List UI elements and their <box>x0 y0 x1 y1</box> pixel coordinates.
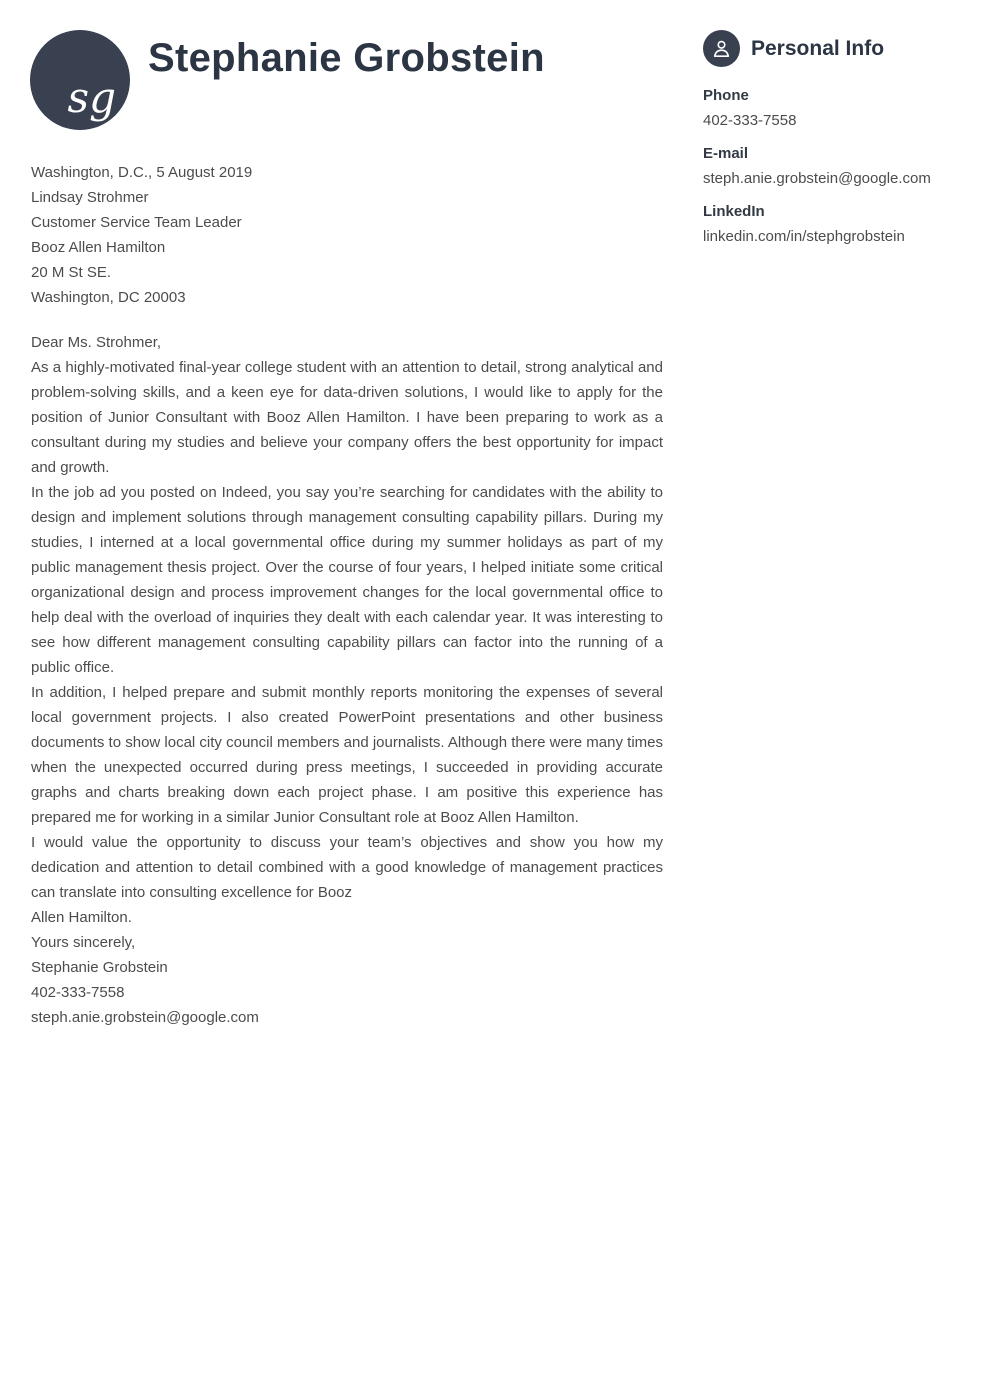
personal-info-section <box>703 30 961 257</box>
personal-info-item <box>703 141 961 191</box>
closing: Yours sincerely, <box>31 934 136 951</box>
salutation: Dear Ms. Strohmer, <box>31 334 162 351</box>
letter-paragraph: In addition, I helped prepare and submit monthly reports monitoring the expenses of several local government projects. I also created PowerPoint presentations and other business documents to show local city council members and journalists. Although there were many times when the unexpected occurred during press meetings, I succeeded in providing accurate graphs and charts breaking down each project phase. I am positive this experience has prepared me for working in a similar Junior Consultant role at Booz Allen Hamilton. <box>31 684 663 826</box>
dateline: Washington, D.C., 5 August 2019 <box>31 164 253 181</box>
personal-info-value: steph.anie.grobstein@google.com <box>703 170 931 187</box>
letter-body <box>31 160 663 1030</box>
recipient-address <box>31 185 663 310</box>
personal-info-label: E-mail <box>703 145 749 162</box>
letter-paragraph: As a highly-motivated final-year college student with an attention to detail, strong analytical and problem-solving skills, and a keen eye for data-driven solutions, I would like to apply for the position of Junior Consultant with Booz Allen Hamilton. I have been preparing to work as a consultant during my studies and believe your company offers the best opportunity for impact and growth. <box>31 359 663 476</box>
page-title: Stephanie Grobstein <box>148 36 545 80</box>
signature-phone: 402-333-7558 <box>31 984 125 1001</box>
recipient-line: Washington, DC 20003 <box>31 289 186 306</box>
recipient-line: Customer Service Team Leader <box>31 214 242 231</box>
personal-info-item <box>703 83 961 133</box>
recipient-line: Booz Allen Hamilton <box>31 239 166 256</box>
signature-email: steph.anie.grobstein@google.com <box>31 1009 259 1026</box>
recipient-line: 20 M St SE. <box>31 264 112 281</box>
personal-info-title: Personal Info <box>751 36 885 60</box>
personal-info-label: Phone <box>703 87 749 104</box>
personal-info-label: LinkedIn <box>703 203 765 220</box>
recipient-line: Lindsay Strohmer <box>31 189 149 206</box>
letter-paragraph: In the job ad you posted on Indeed, you say you’re searching for candidates with the ability to design and implement solutions through management consulting capability pillars. During my studies, I interned at a local governmental office during my summer holidays as part of my public management thesis project. Over the course of four years, I helped initiate some critical organizational design and process improvement changes for the local governmental office to help deal with the overload of inquiries they dealt with each calendar year. It was interesting to see how different management consulting capability pillars can factor into the running of a public office. <box>31 484 663 676</box>
personal-info-items <box>703 83 961 249</box>
avatar-initials: sg <box>67 73 116 122</box>
signature-name: Stephanie Grobstein <box>31 959 168 976</box>
personal-info-value: 402-333-7558 <box>703 112 797 129</box>
avatar <box>30 30 130 130</box>
personal-info-header <box>703 30 961 67</box>
person-icon <box>703 30 740 67</box>
letter-paragraphs <box>31 355 663 930</box>
personal-info-value: linkedin.com/in/stephgrobstein <box>703 228 905 245</box>
personal-info-item <box>703 199 961 249</box>
letter-paragraph: I would value the opportunity to discuss your team’s objectives and show you how my dedication and attention to detail combined with a good knowledge of management practices can translate into consulting excellence for Booz Allen Hamilton. <box>31 834 663 926</box>
